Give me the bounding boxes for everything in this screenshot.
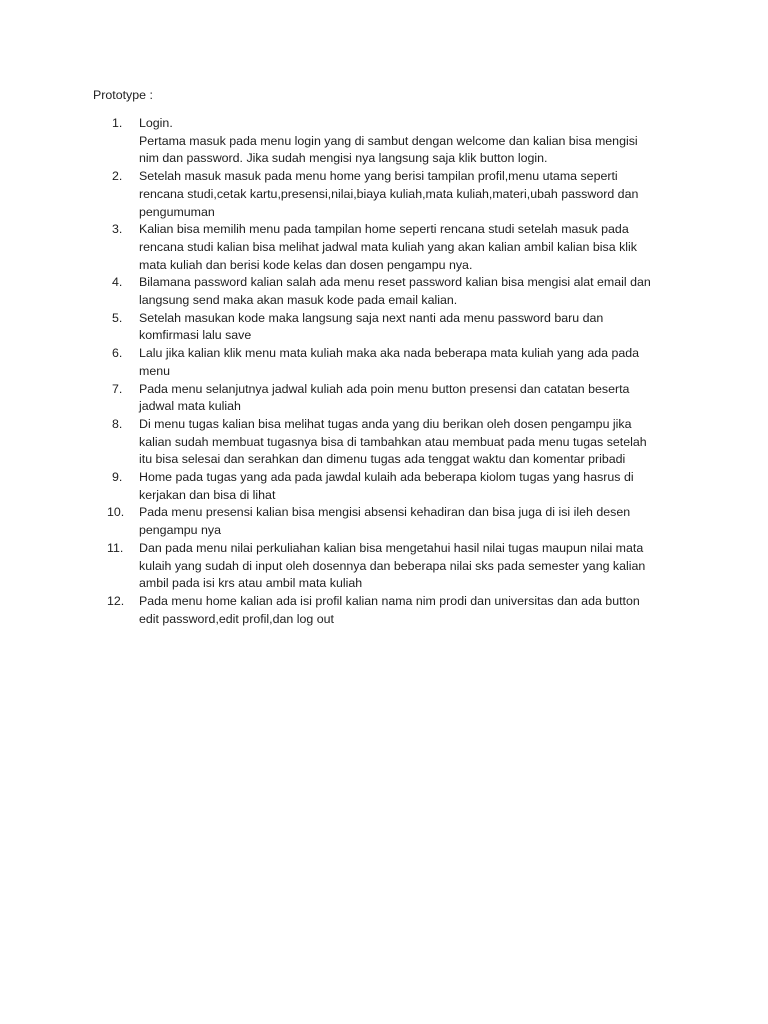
list-item (0, 168, 679, 221)
list-item-text-line: kulaih yang sudah di input oleh dosennya dan beberapa nilai sks pada semester yang kalian (139, 558, 646, 573)
list-item-text-line: Bilamana password kalian salah ada menu reset password kalian bisa mengisi alat email dan (139, 275, 651, 290)
list-item-number: 2. (112, 169, 123, 184)
list-item-number: 3. (112, 222, 123, 237)
list-item-text-line: jadwal mata kuliah (139, 399, 241, 414)
list-item-text-line: Setelah masuk masuk pada menu home yang berisi tampilan profil,menu utama seperti (139, 169, 618, 184)
list-item (0, 593, 679, 628)
list-item-text-line: Pada menu home kalian ada isi profil kalian nama nim prodi dan universitas dan ada button (139, 593, 640, 608)
list-item-number: 6. (112, 346, 123, 361)
list-item (0, 115, 679, 168)
list-item-number: 5. (112, 310, 123, 325)
list-item-number: 8. (112, 416, 123, 431)
numbered-list (0, 115, 768, 628)
list-item-number: 10. (107, 505, 125, 520)
list-item-text-line: Lalu jika kalian klik menu mata kuliah maka aka nada beberapa mata kuliah yang ada pada (139, 346, 640, 361)
list-item-text-line: ambil pada isi krs atau ambil mata kuliah (139, 576, 363, 591)
list-item-number: 1. (112, 116, 123, 130)
list-item-text-line: pengumuman (139, 204, 215, 219)
list-item (0, 381, 679, 416)
list-item (0, 540, 679, 593)
list-item-text-line: pengampu nya (139, 523, 221, 538)
list-item-text-line: Kalian bisa memilih menu pada tampilan home seperti rencana studi setelah masuk pada (139, 222, 629, 237)
list-item-number: 7. (112, 381, 123, 396)
list-item (0, 416, 679, 469)
list-item-text-line: Home pada tugas yang ada pada jawdal kulaih ada beberapa kiolom tugas yang hasrus di (139, 470, 634, 485)
list-item-text-line: rencana studi kalian bisa melihat jadwal mata kuliah yang akan kalian ambil kalian bisa klik (139, 239, 637, 254)
list-item (0, 345, 679, 380)
list-item-text-line: Setelah masukan kode maka langsung saja next nanti ada menu password baru dan (139, 310, 604, 325)
list-item-number: 4. (112, 275, 123, 290)
list-item-text-line: kalian sudah membuat tugasnya bisa di tambahkan atau membuat pada menu tugas setelah (139, 434, 647, 449)
list-item-number: 9. (112, 470, 123, 485)
list-item (0, 469, 679, 504)
list-item (0, 310, 679, 345)
list-item-text-line: kerjakan dan bisa di lihat (139, 487, 276, 502)
list-item-text-line: Dan pada menu nilai perkuliahan kalian bisa mengetahui hasil nilai tugas maupun nilai mata (139, 540, 644, 555)
document-heading: Prototype : (93, 88, 153, 102)
list-item (0, 221, 679, 274)
list-item (0, 274, 679, 309)
list-item-text-line: nim dan password. Jika sudah mengisi nya langsung saja klik button login. (139, 151, 548, 166)
list-item (0, 504, 679, 539)
list-item-text-line: edit password,edit profil,dan log out (139, 611, 334, 626)
list-item-text-line: mata kuliah dan berisi kode kelas dan dosen pengampu nya. (139, 257, 473, 272)
list-item-text-line: Pada menu selanjutnya jadwal kuliah ada poin menu button presensi dan catatan beserta (139, 381, 630, 396)
list-item-text-line: Pada menu presensi kalian bisa mengisi absensi kehadiran dan bisa juga di isi ileh desen (139, 505, 631, 520)
list-item-text-line: langsung send maka akan masuk kode pada email kalian. (139, 293, 458, 308)
list-item-text-line: itu bisa selesai dan serahkan dan dimenu tugas ada tenggat waktu dan komentar pribadi (139, 452, 626, 467)
list-item-text-line: menu (139, 363, 170, 378)
list-item-text-line: Pertama masuk pada menu login yang di sambut dengan welcome dan kalian bisa mengisi (139, 133, 638, 148)
list-item-text-line: Login. (139, 116, 173, 130)
list-item-text-line: Di menu tugas kalian bisa melihat tugas anda yang diu berikan oleh dosen pengampu jika (139, 416, 632, 431)
list-item-text-line: komfirmasi lalu save (139, 328, 252, 343)
list-item-text-line: rencana studi,cetak kartu,presensi,nilai,biaya kuliah,mata kuliah,materi,ubah password dan (139, 186, 639, 201)
list-item-number: 12. (107, 593, 125, 608)
list-item-number: 11. (107, 540, 124, 555)
